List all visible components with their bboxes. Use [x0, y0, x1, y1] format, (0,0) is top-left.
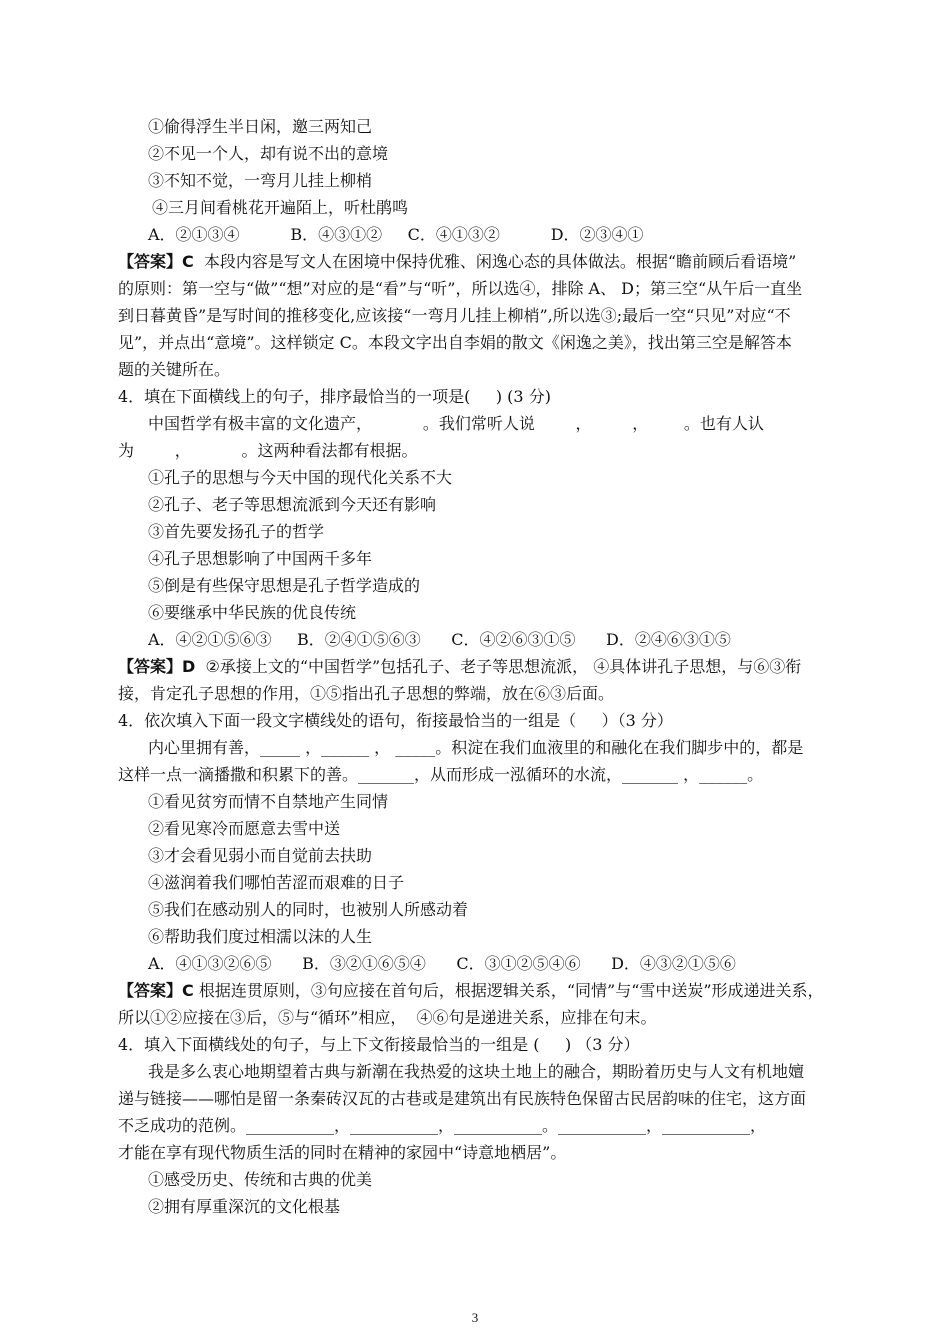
answer-explanation: [118, 656, 801, 678]
answer-choices: A．④②①⑤⑥③ B．②④①⑤⑥③ C．④②⑥③①⑤ D．②④⑥③①⑤: [148, 630, 731, 649]
option-item: ②不见一个人，却有说不出的意境: [148, 144, 389, 163]
question-text: 4．填在下面横线上的句子，排序最恰当的一项是( ) (3 分): [118, 387, 551, 406]
answer-label: 【答案】C: [118, 252, 194, 271]
option-item: ②拥有厚重深沉的文化根基: [148, 1197, 341, 1216]
option-item: ③首先要发扬孔子的哲学: [148, 522, 325, 541]
option-item: ④孔子思想影响了中国两千多年: [148, 549, 373, 568]
explanation-text: ②承接上文的“中国哲学”包括孔子、老子等思想流派， ④具体讲孔子思想，与⑥③衔: [195, 657, 802, 676]
question-text: 4．依次填入下面一段文字横线处的语句，衔接最恰当的一组是（ ）（3 分）: [118, 711, 673, 730]
explanation-text: 题的关键所在。: [118, 360, 231, 379]
passage-text: 这样一点一滴播撒和积累下的善。_______，从而形成一泓循环的水流，_______ ，______。: [118, 765, 764, 784]
option-item: ③不知不觉，一弯月儿挂上柳梢: [148, 171, 373, 190]
option-item: ②孔子、老子等思想流派到今天还有影响: [148, 495, 437, 514]
passage-text: 我是多么衷心地期望着古典与新潮在我热爱的这块土地上的融合，期盼着历史与人文有机地嬗: [148, 1062, 805, 1081]
option-item: ④三月间看桃花开遍陌上，听杜鹃鸣: [152, 198, 409, 217]
option-item: ②看见寒冷而愿意去雪中送: [148, 819, 341, 838]
answer-label: 【答案】D: [118, 657, 196, 676]
option-item: ①看见贫穷而情不自禁地产生同情: [148, 792, 389, 811]
passage-text: 内心里拥有善，_____ ，______ ， _____。积淀在我们血液里的和融化在我们脚步中的，都是: [148, 738, 804, 757]
answer-choices: A．②①③④ B．④③①② C．④①③② D．②③④①: [148, 225, 644, 244]
page-number: 3: [471, 1310, 479, 1325]
passage-text: 中国哲学有极丰富的文化遗产， 。我们常听人说 ， ， 。也有人认: [148, 414, 764, 433]
answer-explanation: [118, 251, 796, 273]
answer-label: 【答案】C: [118, 981, 194, 1000]
explanation-text: 接，肯定孔子思想的作用，①⑤指出孔子思想的弊端，放在⑥③后面。: [118, 684, 615, 703]
option-item: ①偷得浮生半日闲，邀三两知己: [148, 117, 373, 136]
option-item: ⑥帮助我们度过相濡以沫的人生: [148, 927, 373, 946]
question-text: 4．填入下面横线处的句子，与上下文衔接最恰当的一组是 ( ) （3 分）: [118, 1035, 640, 1054]
option-item: ①孔子的思想与今天中国的现代化关系不大: [148, 468, 453, 487]
option-item: ⑥要继承中华民族的优良传统: [148, 603, 357, 622]
answer-explanation: [118, 980, 824, 1002]
option-item: ④滋润着我们哪怕苦涩而艰难的日子: [148, 873, 405, 892]
explanation-text: 到日暮黄昏”是写时间的推移变化,应该接“一弯月儿挂上柳梢”,所以选③;最后一空“只见”对应“不: [118, 306, 791, 325]
passage-text: 为 ， 。这两种看法都有根据。: [118, 441, 418, 460]
passage-text: 才能在享有现代物质生活的同时在精神的家园中“诗意地栖居”。: [118, 1143, 567, 1162]
explanation-text: 本段内容是写文人在困境中保持优雅、闲逸心态的具体做法。根据“瞻前顾后看语境”: [193, 252, 797, 271]
passage-text: 不乏成功的范例。___________，___________，___________。___________，___________，: [118, 1116, 767, 1135]
option-item: ⑤我们在感动别人的同时，也被别人所感动着: [148, 900, 469, 919]
passage-text: 递与链接——哪怕是留一条秦砖汉瓦的古巷或是建筑出有民族特色保留古民居韵味的住宅，这方面: [118, 1089, 807, 1108]
explanation-text: 的原则：第一空与“做”“想”对应的是“看”与“听”，所以选④，排除 A、 D；第三空“从午后一直坐: [118, 279, 803, 298]
explanation-text: 所以①②应接在③后，⑤与“循环”相应， ④⑥句是递进关系，应排在句末。: [118, 1008, 657, 1027]
explanation-text: 见”，并点出“意境”。这样锁定 C。本段文字出自李娟的散文《闲逸之美》，找出第三空是解答本: [118, 333, 792, 352]
explanation-text: 根据连贯原则，③句应接在首句后，根据逻辑关系，“同情”与“雪中送炭”形成递进关系，: [193, 981, 824, 1000]
option-item: ③才会看见弱小而自觉前去扶助: [148, 846, 373, 865]
option-item: ①感受历史、传统和古典的优美: [148, 1170, 373, 1189]
option-item: ⑤倒是有些保守思想是孔子哲学造成的: [148, 576, 421, 595]
answer-choices: A．④①③②⑥⑤ B．③②①⑥⑤④ C．③①②⑤④⑥ D．④③②①⑤⑥: [148, 954, 736, 973]
